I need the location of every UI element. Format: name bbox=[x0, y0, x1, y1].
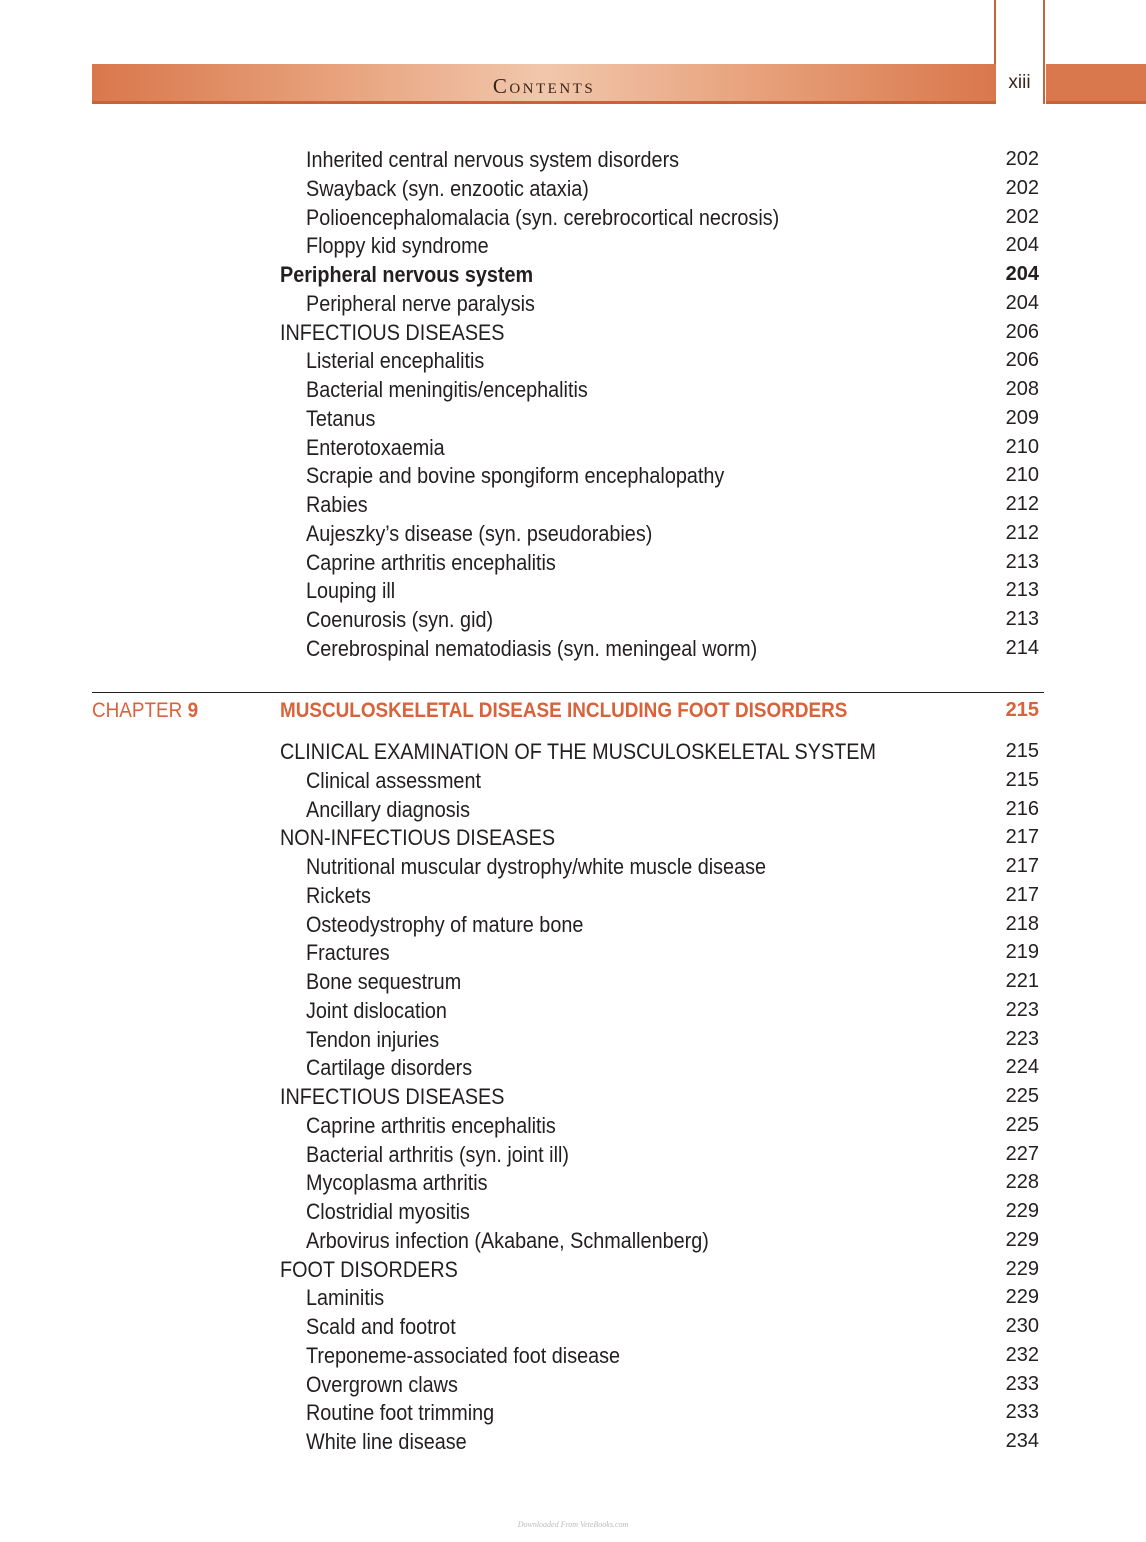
toc-entry-title[interactable]: Inherited central nervous system disorders bbox=[306, 147, 680, 172]
toc-entry-title[interactable]: Bacterial meningitis/encephalitis bbox=[306, 377, 588, 402]
running-header bbox=[92, 64, 996, 104]
toc-entry-title[interactable]: Clinical assessment bbox=[306, 767, 481, 793]
toc-entry-title[interactable]: FOOT DISORDERS bbox=[280, 1256, 458, 1282]
toc-entry-title[interactable]: Rickets bbox=[306, 882, 371, 908]
toc-entry-title[interactable]: Peripheral nervous system bbox=[280, 262, 534, 287]
chapter-page-number[interactable]: 215 bbox=[1005, 699, 1039, 721]
toc-entry-title[interactable]: Ancillary diagnosis bbox=[306, 796, 470, 822]
toc-entry-page[interactable]: 202 bbox=[1005, 148, 1039, 170]
toc-entry-page[interactable]: 223 bbox=[1005, 998, 1039, 1021]
toc-entry-title[interactable]: Cerebrospinal nematodiasis (syn. meningeal worm) bbox=[306, 635, 758, 661]
toc-entry-page[interactable]: 217 bbox=[1005, 883, 1039, 906]
toc-entry-title[interactable]: Laminitis bbox=[306, 1285, 385, 1311]
chapter-title[interactable]: MUSCULOSKELETAL DISEASE INCLUDING FOOT DISORDERS bbox=[280, 699, 848, 722]
toc-entry-page[interactable]: 209 bbox=[1005, 406, 1039, 429]
toc-entry-page[interactable]: 210 bbox=[1005, 435, 1039, 458]
toc-entry-title[interactable]: Polioencephalomalacia (syn. cerebrocortical necrosis) bbox=[306, 204, 780, 230]
toc-entry-page[interactable]: 225 bbox=[1005, 1113, 1039, 1136]
toc-entry-page[interactable]: 212 bbox=[1005, 521, 1039, 544]
toc-entry-title[interactable]: Arbovirus infection (Akabane, Schmallenberg) bbox=[306, 1227, 709, 1253]
chapter-label bbox=[92, 696, 198, 725]
toc-entry-title[interactable]: White line disease bbox=[306, 1429, 467, 1454]
chapter-label-word: CHAPTER bbox=[92, 699, 183, 722]
toc-entry-page[interactable]: 229 bbox=[1005, 1257, 1039, 1280]
toc-entry-page[interactable]: 206 bbox=[1005, 349, 1039, 372]
toc-entry-title[interactable]: Fractures bbox=[306, 940, 390, 966]
toc-entry-page[interactable]: 212 bbox=[1005, 493, 1039, 515]
toc-entry-page[interactable]: 206 bbox=[1005, 320, 1039, 343]
toc-entry-page[interactable]: 221 bbox=[1005, 970, 1039, 992]
toc-entry-title[interactable]: Tendon injuries bbox=[306, 1026, 440, 1052]
toc-entry-page[interactable]: 229 bbox=[1005, 1228, 1039, 1251]
toc-entry-title[interactable]: Overgrown claws bbox=[306, 1371, 458, 1397]
toc-entry-title[interactable]: Aujeszky’s disease (syn. pseudorabies) bbox=[306, 520, 653, 546]
toc-entry-page[interactable]: 229 bbox=[1005, 1286, 1039, 1309]
toc-entry-title[interactable]: Swayback (syn. enzootic ataxia) bbox=[306, 175, 589, 201]
toc-entry-title[interactable]: Routine foot trimming bbox=[306, 1400, 495, 1426]
toc-entry-title[interactable]: Bacterial arthritis (syn. joint ill) bbox=[306, 1141, 569, 1167]
toc-entry-page[interactable]: 204 bbox=[1005, 234, 1039, 257]
toc-entry-page[interactable]: 232 bbox=[1005, 1343, 1039, 1366]
toc-entry-title[interactable]: Caprine arthritis encephalitis bbox=[306, 1112, 556, 1138]
toc-entry-title[interactable]: Joint dislocation bbox=[306, 997, 447, 1023]
toc-entry-title[interactable]: Peripheral nerve paralysis bbox=[306, 290, 535, 316]
toc-entry-title[interactable]: Enterotoxaemia bbox=[306, 434, 445, 460]
toc-entry-page[interactable]: 202 bbox=[1005, 205, 1039, 228]
toc-entry-page[interactable]: 233 bbox=[1005, 1401, 1039, 1424]
toc-entry-page[interactable]: 224 bbox=[1005, 1056, 1039, 1079]
toc-entry-page[interactable]: 216 bbox=[1005, 797, 1039, 820]
toc-entry-page[interactable]: 210 bbox=[1005, 464, 1039, 487]
toc-entry-page[interactable]: 217 bbox=[1005, 855, 1039, 877]
toc-entry-page[interactable]: 215 bbox=[1005, 740, 1039, 762]
toc-entry-page[interactable]: 229 bbox=[1005, 1200, 1039, 1222]
toc-entry-page[interactable]: 213 bbox=[1005, 550, 1039, 573]
footer-watermark: Downloaded From VeteBooks.com bbox=[517, 1520, 629, 1529]
toc-entry-page[interactable]: 204 bbox=[1005, 291, 1039, 314]
toc-entry-title[interactable]: Caprine arthritis encephalitis bbox=[306, 549, 556, 575]
toc-entry-page[interactable]: 213 bbox=[1005, 608, 1039, 630]
toc-entry-page[interactable]: 230 bbox=[1005, 1315, 1039, 1337]
toc-entry-page[interactable]: 223 bbox=[1005, 1027, 1039, 1050]
running-header-title: Contents bbox=[492, 74, 596, 98]
toc-entry-page[interactable]: 204 bbox=[1005, 263, 1039, 285]
toc-entry-title[interactable]: CLINICAL EXAMINATION OF THE MUSCULOSKELETAL SYSTEM bbox=[280, 739, 876, 764]
page-number: xiii bbox=[1008, 72, 1031, 93]
running-header-tab-fill bbox=[1046, 64, 1146, 104]
toc-entry-title[interactable]: Treponeme-associated foot disease bbox=[306, 1342, 621, 1368]
toc-entry-title[interactable]: INFECTIOUS DISEASES bbox=[280, 1084, 505, 1109]
toc-entry-title[interactable]: Rabies bbox=[306, 492, 368, 517]
toc-entry-title[interactable]: Bone sequestrum bbox=[306, 969, 462, 994]
toc-entry-page[interactable]: 217 bbox=[1005, 826, 1039, 849]
toc-entry-title[interactable]: Osteodystrophy of mature bone bbox=[306, 911, 584, 937]
toc-entry-title[interactable]: INFECTIOUS DISEASES bbox=[280, 319, 505, 345]
toc-entry-title[interactable]: Scald and footrot bbox=[306, 1314, 456, 1339]
toc-entry-page[interactable]: 225 bbox=[1005, 1085, 1039, 1107]
toc-entry-title[interactable]: Tetanus bbox=[306, 405, 376, 431]
toc-entry-title[interactable]: Scrapie and bovine spongiform encephalopathy bbox=[306, 463, 725, 489]
toc-entry-title[interactable]: Coenurosis (syn. gid) bbox=[306, 607, 494, 632]
toc-entry-title[interactable]: Clostridial myositis bbox=[306, 1199, 470, 1224]
toc-entry-page[interactable]: 218 bbox=[1005, 912, 1039, 935]
toc-entry-page[interactable]: 214 bbox=[1005, 636, 1039, 659]
toc-entry-title[interactable]: Cartilage disorders bbox=[306, 1055, 473, 1081]
toc-entry-page[interactable]: 233 bbox=[1005, 1372, 1039, 1395]
chapter-divider bbox=[92, 692, 1044, 693]
toc-entry-page[interactable]: 227 bbox=[1005, 1142, 1039, 1165]
toc-entry-page[interactable]: 215 bbox=[1005, 768, 1039, 791]
toc-entry-page[interactable]: 202 bbox=[1005, 176, 1039, 199]
toc-entry-page[interactable]: 208 bbox=[1005, 378, 1039, 400]
toc-entry-page[interactable]: 234 bbox=[1005, 1430, 1039, 1452]
toc-entry-page[interactable]: 219 bbox=[1005, 941, 1039, 964]
chapter-number: 9 bbox=[187, 699, 199, 722]
toc-entry-title[interactable]: Listerial encephalitis bbox=[306, 348, 485, 374]
page-tab-right-edge bbox=[1043, 0, 1045, 104]
toc-entry-page[interactable]: 228 bbox=[1005, 1171, 1039, 1194]
toc-entry-page[interactable]: 213 bbox=[1005, 579, 1039, 602]
toc-entry-title[interactable]: Floppy kid syndrome bbox=[306, 233, 489, 259]
toc-entry-title[interactable]: Louping ill bbox=[306, 578, 396, 604]
toc-entry-title[interactable]: Nutritional muscular dystrophy/white muscle disease bbox=[306, 854, 766, 879]
toc-entry-title[interactable]: Mycoplasma arthritis bbox=[306, 1170, 488, 1196]
toc-entry-title[interactable]: NON-INFECTIOUS DISEASES bbox=[280, 825, 556, 851]
